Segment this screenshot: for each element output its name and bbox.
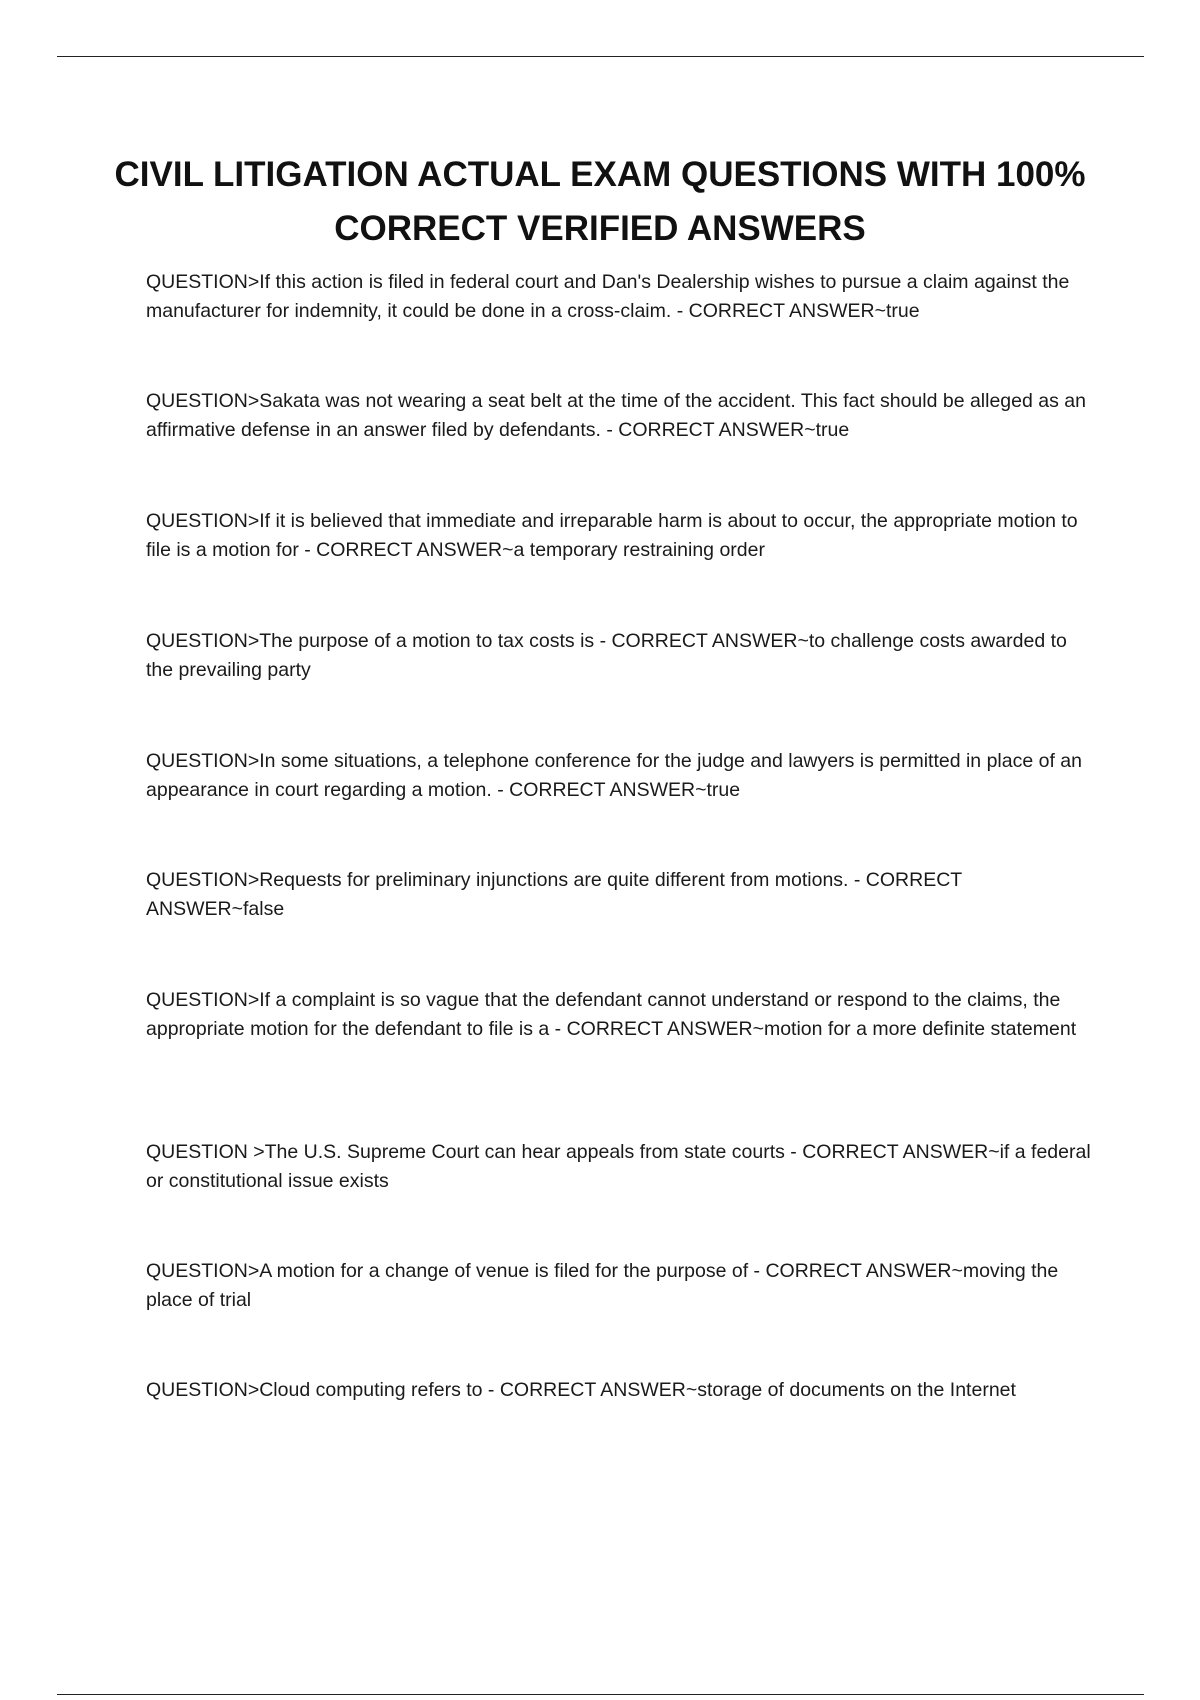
question-item-4: QUESTION>The purpose of a motion to tax costs is - CORRECT ANSWER~to challenge costs awarded to the prevailing party: [146, 630, 1067, 681]
document-title: CIVIL LITIGATION ACTUAL EXAM QUESTIONS WITH 100% CORRECT VERIFIED ANSWERS: [114, 155, 1086, 248]
question-item-1: QUESTION>If this action is filed in federal court and Dan's Dealership wishes to pursue a claim against the manufacturer for indemnity, it could be done in a cross-claim. - CORRECT ANSWER~true: [146, 271, 1070, 322]
question-list: [146, 0, 1096, 1700]
question-item-6: QUESTION>Requests for preliminary injunctions are quite different from motions. - CORRECT ANSWER~false: [146, 869, 962, 920]
question-item-5: QUESTION>In some situations, a telephone conference for the judge and lawyers is permitted in place of an appearance in court regarding a motion. - CORRECT ANSWER~true: [146, 750, 1082, 801]
bottom-rule: [57, 1694, 1144, 1695]
question-item-7: QUESTION>If a complaint is so vague that the defendant cannot understand or respond to the claims, the appropriate motion for the defendant to file is a - CORRECT ANSWER~motion for a more definite statement: [146, 989, 1077, 1040]
question-item-9: QUESTION>A motion for a change of venue is filed for the purpose of - CORRECT ANSWER~moving the place of trial: [146, 1260, 1059, 1311]
question-item-10: QUESTION>Cloud computing refers to - CORRECT ANSWER~storage of documents on the Internet: [146, 1379, 1016, 1401]
question-item-2: QUESTION>Sakata was not wearing a seat belt at the time of the accident. This fact should be alleged as an affirmative defense in an answer filed by defendants. - CORRECT ANSWER~true: [146, 390, 1086, 441]
question-item-3: QUESTION>If it is believed that immediate and irreparable harm is about to occur, the appropriate motion to file is a motion for - CORRECT ANSWER~a temporary restraining order: [146, 510, 1078, 561]
question-item-8: QUESTION >The U.S. Supreme Court can hear appeals from state courts - CORRECT ANSWER~if a federal or constitutional issue exists: [146, 1141, 1091, 1192]
